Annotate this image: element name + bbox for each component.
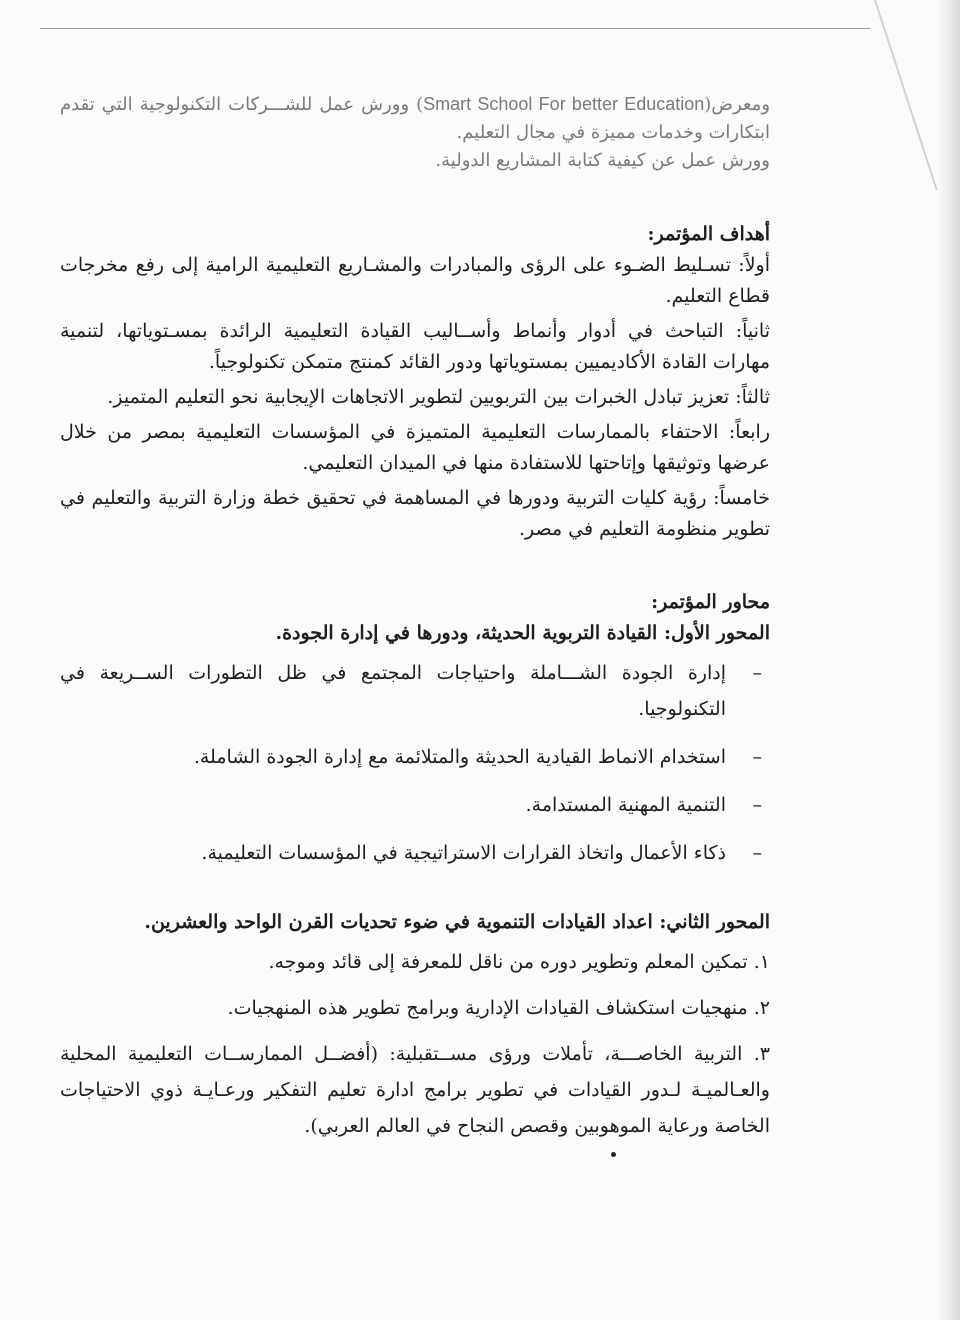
objective-item: خامساً: رؤية كليات التربية ودورها في المساهمة في تحقيق خطة وزارة التربية والتعليم في تطوير منظومة التعليم في مصر. [60,487,770,540]
axis-1-title: المحور الأول: القيادة التربوية الحديثة، ودورها في إدارة الجودة. [275,622,770,644]
page-edge-shadow [938,0,960,1320]
intro-latin-title: Smart School For better Education [423,94,705,114]
intro-text-start: ومعرض( [704,94,771,115]
top-rule [40,28,870,29]
axis-2-list [60,944,770,1144]
objective-item: ثالثاً: تعزيز تبادل الخبرات بين التربويين لتطوير الاتجاهات الإيجابية نحو التعليم المتميز. [107,386,770,408]
axis-2-title: المحور الثاني: اعداد القيادات التنموية في ضوء تحديات القرن الواحد والعشرين. [144,911,770,933]
list-item: – التنمية المهنية المستدامة. [60,787,770,823]
axes-heading: محاور المؤتمر: [651,591,770,613]
objective-item: ثانياً: التباحث في أدوار وأنماط وأســاليب القيادة التعليمية الرائدة بمسـتوياتها، لتنمية مهارات القادة الأكاديميين بمستوياتها ودور القائد كمنتج متمكن تكنولوجياً. [60,320,770,373]
objective-item: أولاً: تسـليط الضـوء على الرؤى والمبادرات والمشـاريع التعليمية الرامية إلى رفع مخرجات قطاع التعليم. [60,254,770,307]
list-item: ١. تمكين المعلم وتطوير دوره من ناقل للمعرفة إلى قائد وموجه. [268,951,770,973]
intro-text-end: ) وورش عمل للشـــركات التكنولوجية التي تقدم ابتكارات وخدمات مميزة في مجال التعليم. [60,94,770,143]
objective-item: رابعاً: الاحتفاء بالممارسات التعليمية المتميزة في المؤسسات التعليمية بمصر من خلال عرضها وتوثيقها وإتاحتها للاستفادة منها في الميدان التعليمي. [60,421,770,474]
axis-1-list [60,655,770,871]
list-item: – إدارة الجودة الشـــاملة واحتياجات المجتمع في ظل التطورات الســريعة في التكنولوجيا. [60,655,770,727]
document-body [60,90,770,1154]
intro-line-3: وورش عمل عن كيفية كتابة المشاريع الدولية. [435,150,770,171]
intro-paragraph [60,90,770,175]
list-item: ٣. التربية الخاصـــة، تأملات ورؤى مســتقبلية: (أفضــل الممارســات التعليمية المحلية والعـالميـة لـدور القيادات في تطوير برامج ادارة تعليم التفكير ورعـايـة ذوي الاحتياجات الخاصة ورعاية الموهوبين وقصص النجاح في العالم العربي). [60,1043,770,1137]
list-item: – ذكاء الأعمال واتخاذ القرارات الاستراتيجية في المؤسسات التعليمية. [60,835,770,871]
list-item: – استخدام الانماط القيادية الحديثة والمتلائمة مع إدارة الجودة الشاملة. [60,739,770,775]
list-item: ٢. منهجيات استكشاف القيادات الإدارية وبرامج تطوير هذه المنهجيات. [227,997,770,1019]
scan-speck [611,1152,616,1157]
objectives-heading: أهداف المؤتمر: [647,223,770,245]
